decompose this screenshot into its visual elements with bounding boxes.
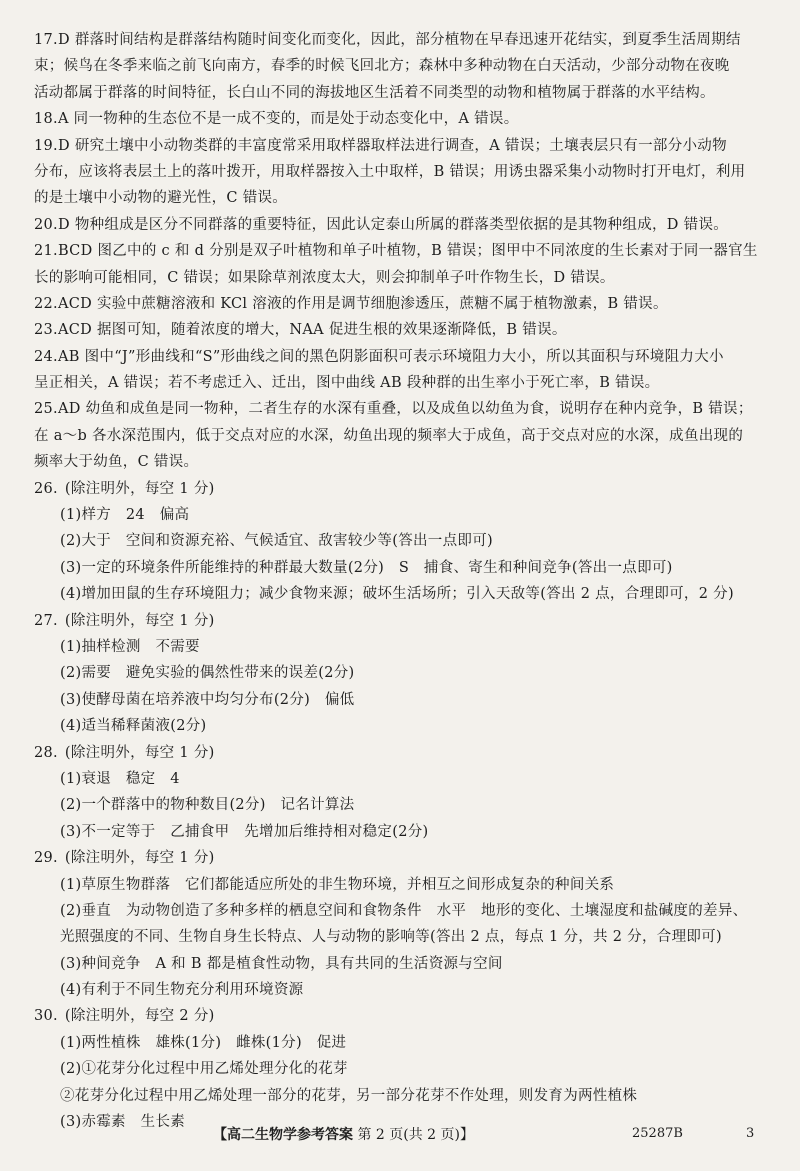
answer-text: 在 a～b 各水深范围内，低于交点对应的水深，幼鱼出现的频率大于成鱼，高于交点对应的水深，成鱼出现的 xyxy=(34,427,744,444)
answer-line xyxy=(34,30,769,56)
question-number: 27. xyxy=(34,612,58,629)
answer-line xyxy=(34,743,769,769)
question-number: 26. xyxy=(34,480,58,497)
footer-title-text: 【高二生物学参考答案 xyxy=(213,1127,353,1143)
answer-text: 呈正相关，A 错误；若不考虑迁入、迁出，图中曲线 AB 段种群的出生率小于死亡率，B 错误。 xyxy=(34,375,660,392)
answer-text: (3)赤霉素 生长素 xyxy=(60,1114,186,1131)
answer-text: (2)需要 避免实验的偶然性带来的误差(2分) xyxy=(60,665,355,682)
answer-line xyxy=(34,1086,769,1112)
answer-text: (2)大于 空间和资源充裕、气候适宜、敌害较少等(答出一点即可) xyxy=(60,533,493,550)
answer-text: 图中“J”形曲线和“S”形曲线之间的黑色阴影面积可表示环境阻力大小，所以其面积与环境阻力大小 xyxy=(84,348,724,365)
answer-text: (3)使酵母菌在培养液中均匀分布(2分) 偏低 xyxy=(60,691,355,708)
page-footer xyxy=(0,1124,800,1148)
answer-text: (除注明外，每空 1 分) xyxy=(64,744,215,761)
answer-line xyxy=(34,347,769,373)
answer-line xyxy=(34,268,769,294)
question-number: 24.AB xyxy=(34,348,80,365)
question-number: 20.D xyxy=(34,216,70,233)
answer-text: (除注明外，每空 1 分) xyxy=(64,612,215,629)
answer-text: 研究土壤中小动物类群的丰富度常采用取样器取样法进行调查，A 错误；土壤表层只有一部分小动物 xyxy=(74,137,727,154)
answer-line xyxy=(34,162,769,188)
answer-text: 据图可知，随着浓度的增大，NAA 促进生根的效果逐渐降低，B 错误。 xyxy=(96,322,567,339)
answer-line xyxy=(34,663,769,689)
question-number: 21.BCD xyxy=(34,243,93,260)
answer-line xyxy=(34,373,769,399)
answer-line xyxy=(34,109,769,135)
answer-text: 的是土壤中小动物的避光性，C 错误。 xyxy=(34,190,288,207)
answer-text: (3)一定的环境条件所能维持的种群最大数量(2分) S 捕食、寄生和种间竞争(答出一点即可) xyxy=(60,559,673,576)
answer-text: (2)一个群落中的物种数目(2分) 记名计算法 xyxy=(60,797,355,814)
answer-text: 分布，应该将表层土上的落叶拨开，用取样器按入土中取样，B 错误；用诱虫器采集小动物时打开电灯，利用 xyxy=(34,163,746,180)
answer-text: (2)①花芽分化过程中用乙烯处理分化的花芽 xyxy=(60,1061,348,1078)
answer-text: (除注明外，每空 2 分) xyxy=(64,1008,215,1025)
answer-line xyxy=(34,954,769,980)
answer-text: 频率大于幼鱼，C 错误。 xyxy=(34,454,199,471)
question-number: 29. xyxy=(34,850,58,867)
question-number: 17.D xyxy=(34,32,70,48)
answer-line xyxy=(34,1059,769,1085)
answer-line xyxy=(34,505,769,531)
answer-line xyxy=(34,927,769,953)
answer-line xyxy=(34,848,769,874)
answer-line xyxy=(34,795,769,821)
question-number: 22.ACD xyxy=(34,295,93,312)
answer-line xyxy=(34,822,769,848)
answer-text: (2)垂直 为动物创造了多种多样的栖息空间和食物条件 水平 地形的变化、土壤湿度和盐碱度的差异、 xyxy=(60,902,748,919)
answer-line xyxy=(34,83,769,109)
answer-text: ②花芽分化过程中用乙烯处理一部分的花芽，另一部分花芽不作处理，则发育为两性植株 xyxy=(60,1087,638,1104)
answer-line xyxy=(34,901,769,927)
answer-line xyxy=(34,188,769,214)
answer-text: 束；候鸟在冬季来临之前飞向南方，春季的时候飞回北方；森林中多种动物在白天活动，少部分动物在夜晚 xyxy=(34,58,730,75)
answer-text: 长的影响可能相同，C 错误；如果除草剂浓度太大，则会抑制单子叶作物生长，D 错误。 xyxy=(34,269,615,286)
question-number: 23.ACD xyxy=(34,322,93,339)
answer-list xyxy=(34,30,769,1138)
answer-text: (4)增加田鼠的生存环境阻力；减少食物来源；破坏生活场所；引入天敌等(答出 2 点，合理即可，2 分) xyxy=(60,586,734,603)
answer-text: (4)适当稀释菌液(2分) xyxy=(60,718,207,735)
answer-text: 活动都属于群落的时间特征，长白山不同的海拔地区生活着不同类型的动物和植物属于群落的水平结构。 xyxy=(34,84,715,101)
answer-line xyxy=(34,399,769,425)
answer-line xyxy=(34,980,769,1006)
answer-line xyxy=(34,294,769,320)
answer-text: (1)样方 24 偏高 xyxy=(60,507,190,524)
footer-mark: 3 xyxy=(746,1126,755,1141)
answer-line xyxy=(34,426,769,452)
answer-line xyxy=(34,875,769,901)
answer-text: (1)衰退 稳定 4 xyxy=(60,770,180,787)
answer-line xyxy=(34,136,769,162)
answer-line xyxy=(34,1033,769,1059)
answer-line xyxy=(34,584,769,610)
answer-text: (除注明外，每空 1 分) xyxy=(64,480,215,497)
question-number: 30. xyxy=(34,1008,58,1025)
answer-line xyxy=(34,769,769,795)
question-number: 28. xyxy=(34,744,58,761)
answer-line xyxy=(34,241,769,267)
answer-text: (4)有利于不同生物充分利用环境资源 xyxy=(60,982,304,999)
footer-page-number: 第 2 页(共 2 页)】 xyxy=(353,1127,474,1143)
answer-text: 同一物种的生态位不是一成不变的，而是处于动态变化中，A 错误。 xyxy=(73,111,519,128)
answer-line xyxy=(34,479,769,505)
answer-line xyxy=(34,320,769,346)
answer-line xyxy=(34,1006,769,1032)
question-number: 25.AD xyxy=(34,401,81,418)
answer-text: 物种组成是区分不同群落的重要特征，因此认定泰山所属的群落类型依据的是其物种组成，D 错误。 xyxy=(74,216,729,233)
answer-line xyxy=(34,611,769,637)
answer-text: (1)抽样检测 不需要 xyxy=(60,638,200,655)
answer-text: (3)种间竞争 A 和 B 都是植食性动物，具有共同的生活资源与空间 xyxy=(60,955,503,972)
question-number: 18.A xyxy=(34,111,69,128)
footer-exam-code: 25287B xyxy=(632,1126,683,1141)
footer-title xyxy=(213,1124,474,1144)
answer-line xyxy=(34,56,769,82)
answer-text: (1)两性植株 雄株(1分) 雌株(1分) 促进 xyxy=(60,1034,347,1051)
answer-text: 实验中蔗糖溶液和 KCl 溶液的作用是调节细胞渗透压，蔗糖不属于植物激素，B 错误。 xyxy=(96,295,668,312)
answer-text: 群落时间结构是群落结构随时间变化而变化，因此，部分植物在早春迅速开花结实，到夏季生活周期结 xyxy=(74,32,741,48)
answer-text: (1)草原生物群落 它们都能适应所处的非生物环境，并相互之间形成复杂的种间关系 xyxy=(60,876,615,893)
answer-line xyxy=(34,452,769,478)
answer-line xyxy=(34,690,769,716)
answer-line xyxy=(34,637,769,663)
answer-line xyxy=(34,558,769,584)
question-number: 19.D xyxy=(34,137,70,154)
answer-text: 光照强度的不同、生物自身生长特点、人与动物的影响等(答出 2 点，每点 1 分，共 2 分，合理即可) xyxy=(60,929,722,946)
answer-text: 幼鱼和成鱼是同一物种，二者生存的水深有重叠，以及成鱼以幼鱼为食，说明存在种内竞争，B 错误； xyxy=(85,401,753,418)
answer-line xyxy=(34,531,769,557)
answer-text: (3)不一定等于 乙捕食甲 先增加后维持相对稳定(2分) xyxy=(60,823,429,840)
answer-line xyxy=(34,716,769,742)
answer-text: (除注明外，每空 1 分) xyxy=(64,850,215,867)
answer-line xyxy=(34,215,769,241)
answer-text: 图乙中的 c 和 d 分别是双子叶植物和单子叶植物，B 错误；图甲中不同浓度的生长素对于同一器官生 xyxy=(97,243,758,260)
